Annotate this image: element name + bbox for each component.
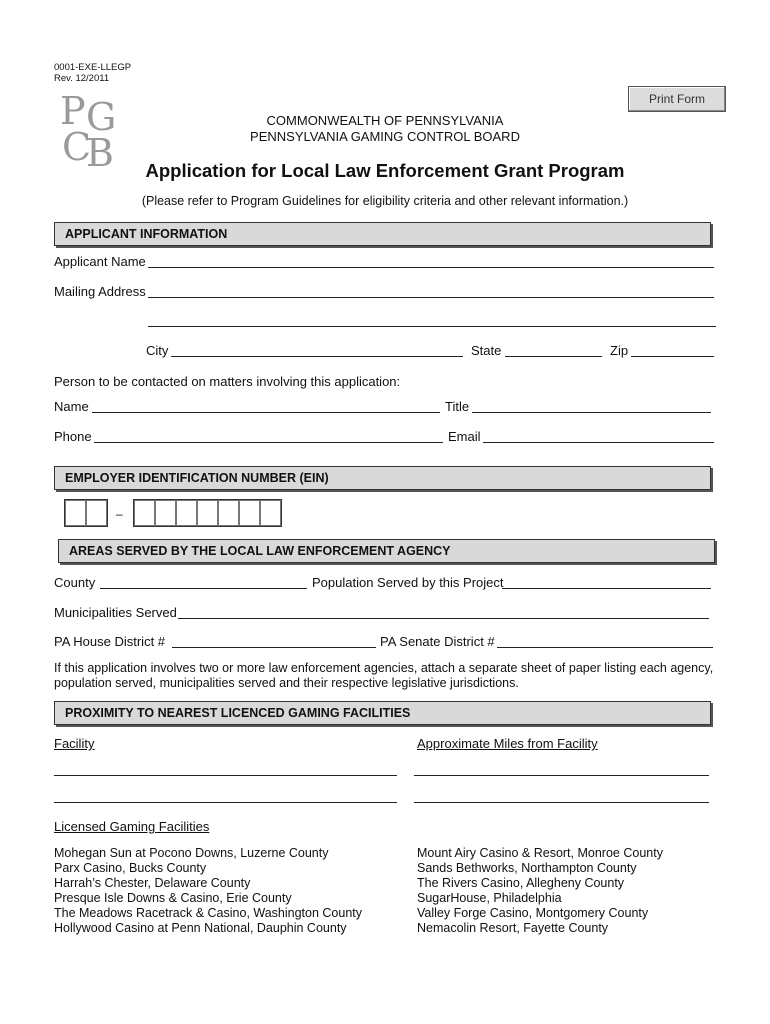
logo-letter-p: P <box>60 89 84 133</box>
ein-suffix-group <box>133 499 282 527</box>
county-field[interactable] <box>100 588 307 589</box>
logo-letter-c: C <box>62 125 90 169</box>
facility-header: Facility <box>54 736 95 751</box>
ein-digit-2[interactable] <box>86 500 107 526</box>
facilities-list-left <box>54 846 362 936</box>
ein-digit-8[interactable] <box>239 500 260 526</box>
section-areas-served: AREAS SERVED BY THE LOCAL LAW ENFORCEMENT AGENCY <box>58 539 715 563</box>
county-label: County <box>54 575 96 590</box>
zip-field[interactable] <box>631 356 714 357</box>
list-item: Harrah’s Chester, Delaware County <box>54 876 251 890</box>
ein-digit-4[interactable] <box>155 500 176 526</box>
house-district-field[interactable] <box>172 647 376 648</box>
ein-separator: – <box>116 507 123 521</box>
list-item: Mohegan Sun at Pocono Downs, Luzerne County <box>54 846 329 860</box>
applicant-name-label: Applicant Name <box>54 254 146 269</box>
phone-field[interactable] <box>94 442 443 443</box>
facilities-list-right <box>417 846 663 936</box>
list-item: Valley Forge Casino, Montgomery County <box>417 906 649 920</box>
house-district-label: PA House District # <box>54 634 166 649</box>
page-subtitle: (Please refer to Program Guidelines for eligibility criteria and other relevant information.) <box>141 194 629 208</box>
org-line-1: COMMONWEALTH OF PENNSYLVANIA <box>266 113 504 128</box>
list-item: Mount Airy Casino & Resort, Monroe County <box>417 846 663 860</box>
population-label: Population Served by this Project <box>312 575 504 590</box>
senate-district-label: PA Senate District # <box>380 634 495 649</box>
ein-digit-7[interactable] <box>218 500 239 526</box>
section-applicant-information: APPLICANT INFORMATION <box>54 222 711 246</box>
state-label: State <box>471 343 502 358</box>
contact-name-label: Name <box>54 399 89 414</box>
ein-digit-9[interactable] <box>260 500 281 526</box>
ein-digit-6[interactable] <box>197 500 218 526</box>
contact-title-label: Title <box>445 399 470 414</box>
facility-field-2[interactable] <box>54 802 397 803</box>
municipalities-field[interactable] <box>178 618 709 619</box>
logo-letter-g: G <box>86 95 115 139</box>
state-field[interactable] <box>505 356 602 357</box>
population-field[interactable] <box>502 588 711 589</box>
form-code: 0001-EXE-LLEGP <box>54 62 132 73</box>
facility-field-1[interactable] <box>54 775 397 776</box>
mailing-address-label: Mailing Address <box>54 284 146 299</box>
list-item: Nemacolin Resort, Fayette County <box>417 921 609 935</box>
contact-title-field[interactable] <box>472 412 711 413</box>
form-code-block <box>54 62 131 84</box>
multi-agency-note: If this application involves two or more law enforcement agencies, attach a separate sheet of paper listing each agency, population served, municipalities served and their respective legislative jurisdictions. <box>54 661 714 690</box>
mailing-address-field[interactable] <box>148 297 714 298</box>
ein-digit-5[interactable] <box>176 500 197 526</box>
city-label: City <box>146 343 169 358</box>
page-title: Application for Local Law Enforcement Grant Program <box>145 160 625 181</box>
contact-note: Person to be contacted on matters involving this application: <box>54 374 401 389</box>
list-item: SugarHouse, Philadelphia <box>417 891 562 905</box>
contact-name-field[interactable] <box>92 412 440 413</box>
email-field[interactable] <box>483 442 714 443</box>
miles-field-2[interactable] <box>414 802 709 803</box>
section-proximity: PROXIMITY TO NEAREST LICENCED GAMING FACILITIES <box>54 701 711 725</box>
senate-district-field[interactable] <box>497 647 713 648</box>
org-line-2: PENNSYLVANIA GAMING CONTROL BOARD <box>250 129 520 144</box>
city-field[interactable] <box>171 356 463 357</box>
ein-digit-3[interactable] <box>134 500 155 526</box>
list-item: Sands Bethworks, Northampton County <box>417 861 637 875</box>
list-item: Presque Isle Downs & Casino, Erie County <box>54 891 292 905</box>
list-item: Hollywood Casino at Penn National, Dauphin County <box>54 921 347 935</box>
mailing-address-line2-field[interactable] <box>148 326 716 327</box>
form-revision: Rev. 12/2011 <box>54 73 110 84</box>
email-label: Email <box>448 429 481 444</box>
miles-header: Approximate Miles from Facility <box>417 736 598 751</box>
list-item: The Meadows Racetrack & Casino, Washington County <box>54 906 363 920</box>
ein-prefix-group <box>64 499 108 527</box>
list-item: Parx Casino, Bucks County <box>54 861 207 875</box>
logo-letter-b: B <box>86 131 112 175</box>
ein-digit-1[interactable] <box>65 500 86 526</box>
phone-label: Phone <box>54 429 92 444</box>
print-form-button[interactable]: Print Form <box>628 86 726 112</box>
section-ein: EMPLOYER IDENTIFICATION NUMBER (EIN) <box>54 466 711 490</box>
licensed-facilities-header: Licensed Gaming Facilities <box>54 819 210 834</box>
applicant-name-field[interactable] <box>148 267 714 268</box>
list-item: The Rivers Casino, Allegheny County <box>417 876 625 890</box>
zip-label: Zip <box>610 343 629 358</box>
municipalities-label: Municipalities Served <box>54 605 177 620</box>
miles-field-1[interactable] <box>414 775 709 776</box>
